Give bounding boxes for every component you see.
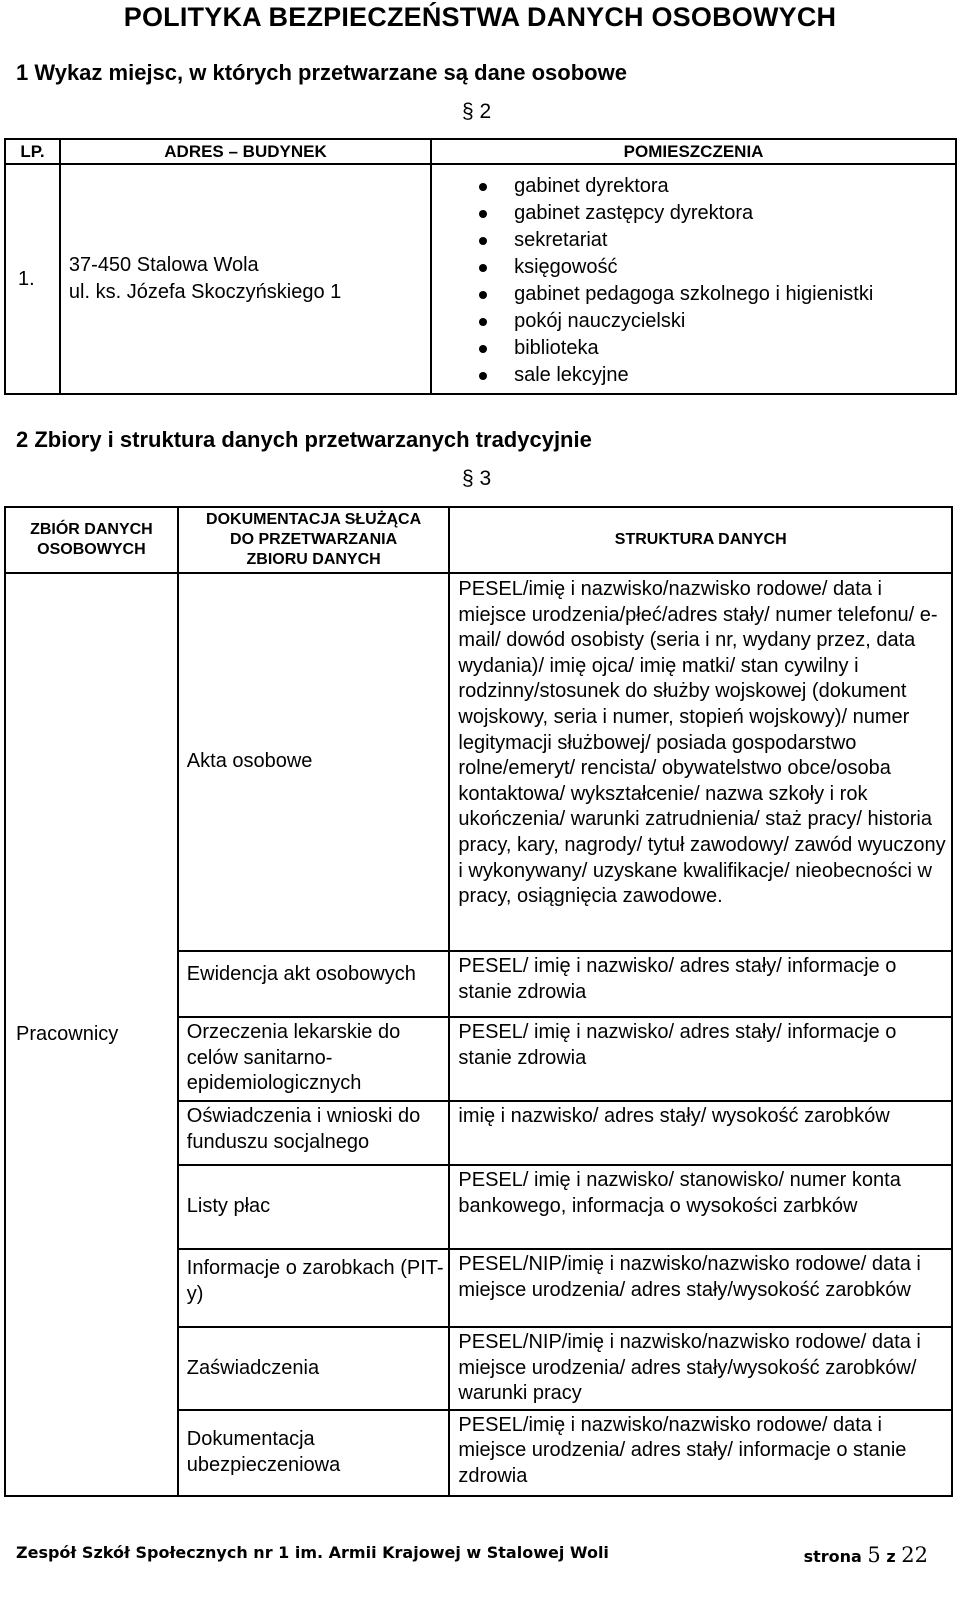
header-lp: LP.: [5, 139, 60, 164]
documentation-cell: Orzeczenia lekarskie do celów sanitarno-epidemiologicznych: [178, 1017, 450, 1101]
building-address: [60, 164, 431, 394]
data-sets-table: [4, 506, 953, 1497]
paragraph-mark-3: § 3: [462, 467, 492, 490]
locations-table: [4, 138, 957, 395]
document-title: POLITYKA BEZPIECZEŃSTWA DANYCH OSOBOWYCH: [123, 2, 837, 32]
structure-cell: PESEL/imię i nazwisko/nazwisko rodowe/ data i miejsce urodzenia/ adres stały/ informacje o stanie zdrowia: [449, 1410, 952, 1496]
list-item: gabinet pedagoga szkolnego i higienistki: [432, 281, 955, 308]
page-separator: z: [886, 1547, 896, 1566]
structure-cell: PESEL/NIP/imię i nazwisko/nazwisko rodowe/ data i miejsce urodzenia/ adres stały/wysokość zarobków: [449, 1249, 952, 1327]
address-line-1: 37-450 Stalowa Wola: [68, 254, 259, 276]
footer-school-name: Zespół Szkół Społecznych nr 1 im. Armii Krajowej w Stalowej Woli: [16, 1543, 609, 1562]
list-item: sale lekcyjne: [432, 362, 955, 389]
page-total: 22: [901, 1543, 928, 1567]
list-item: sekretariat: [432, 227, 955, 254]
table-row: [5, 573, 952, 951]
section-2-heading: 2 Zbiory i struktura danych przetwarzanych tradycyjnie: [16, 427, 592, 452]
structure-cell: PESEL/ imię i nazwisko/ adres stały/ informacje o stanie zdrowia: [449, 1017, 952, 1101]
address-line-2: ul. ks. Józefa Skoczyńskiego 1: [68, 281, 342, 303]
documentation-cell: Dokumentacja ubezpieczeniowa: [178, 1410, 450, 1496]
structure-cell: PESEL/imię i nazwisko/nazwisko rodowe/ data i miejsce urodzenia/płeć/adres stały/ numer telefonu/ e-mail/ dowód osobisty (seria i nr, wydany przez, data wydania)/ imię ojca/ imię matki/ stan cywilny i rodzinny/stosunek do służby wojskowej (dokument wojskowy, seria i numer, stopień wojskowy)/ numer legitymacji służbowej/ posiada gospodarstwo rolne/emeryt/ rencista/ obywatelstwo obce/osoba kontaktowa/ wykształcenie/ nazwa szkoły i rok ukończenia/ warunki zatrudnienia/ staż pracy/ historia pracy, kary, nagrody/ tytuł zawodowy/ zawód wyuczony i wykonywany/ uzyskane kwalifikacje/ nieobecności w pracy, osiągnięcia zawodowe.: [449, 573, 952, 951]
structure-cell: imię i nazwisko/ adres stały/ wysokość zarobków: [449, 1101, 952, 1165]
table-row: [5, 164, 956, 394]
list-item: biblioteka: [432, 335, 955, 362]
paragraph-mark-2: § 2: [462, 100, 492, 123]
header-data-set: ZBIÓR DANYCH OSOBOWYCH: [5, 507, 178, 573]
rooms-cell: [431, 164, 956, 394]
documentation-cell: Listy płac: [178, 1165, 450, 1249]
locations-table-header: [5, 139, 956, 164]
documentation-cell: Zaświadczenia: [178, 1327, 450, 1410]
structure-cell: PESEL/ imię i nazwisko/ stanowisko/ numer konta bankowego, informacja o wysokości zarbków: [449, 1165, 952, 1249]
documentation-cell: Akta osobowe: [178, 573, 450, 951]
page-footer: [16, 1543, 928, 1567]
data-sets-table-header: [5, 507, 952, 573]
page-number: [804, 1543, 928, 1567]
documentation-cell: Informacje o zarobkach (PIT-y): [178, 1249, 450, 1327]
header-address: ADRES – BUDYNEK: [60, 139, 431, 164]
row-number: 1.: [5, 164, 60, 394]
data-set-name: Pracownicy: [5, 573, 178, 1496]
page-current: 5: [867, 1543, 881, 1567]
list-item: gabinet zastępcy dyrektora: [432, 200, 955, 227]
header-structure: STRUKTURA DANYCH: [449, 507, 952, 573]
page-prefix: strona: [803, 1547, 862, 1566]
section-1-heading: 1 Wykaz miejsc, w których przetwarzane są dane osobowe: [16, 60, 627, 85]
list-item: gabinet dyrektora: [432, 173, 955, 200]
structure-cell: PESEL/ imię i nazwisko/ adres stały/ informacje o stanie zdrowia: [449, 951, 952, 1017]
header-documentation: DOKUMENTACJA SŁUŻĄCA DO PRZETWARZANIA ZBIORU DANYCH: [178, 507, 450, 573]
documentation-cell: Oświadczenia i wnioski do funduszu socjalnego: [178, 1101, 450, 1165]
list-item: księgowość: [432, 254, 955, 281]
list-item: pokój nauczycielski: [432, 308, 955, 335]
header-rooms: POMIESZCZENIA: [431, 139, 956, 164]
rooms-list: [432, 173, 955, 389]
structure-cell: PESEL/NIP/imię i nazwisko/nazwisko rodowe/ data i miejsce urodzenia/ adres stały/wysokość zarobków/ warunki pracy: [449, 1327, 952, 1410]
documentation-cell: Ewidencja akt osobowych: [178, 951, 450, 1017]
